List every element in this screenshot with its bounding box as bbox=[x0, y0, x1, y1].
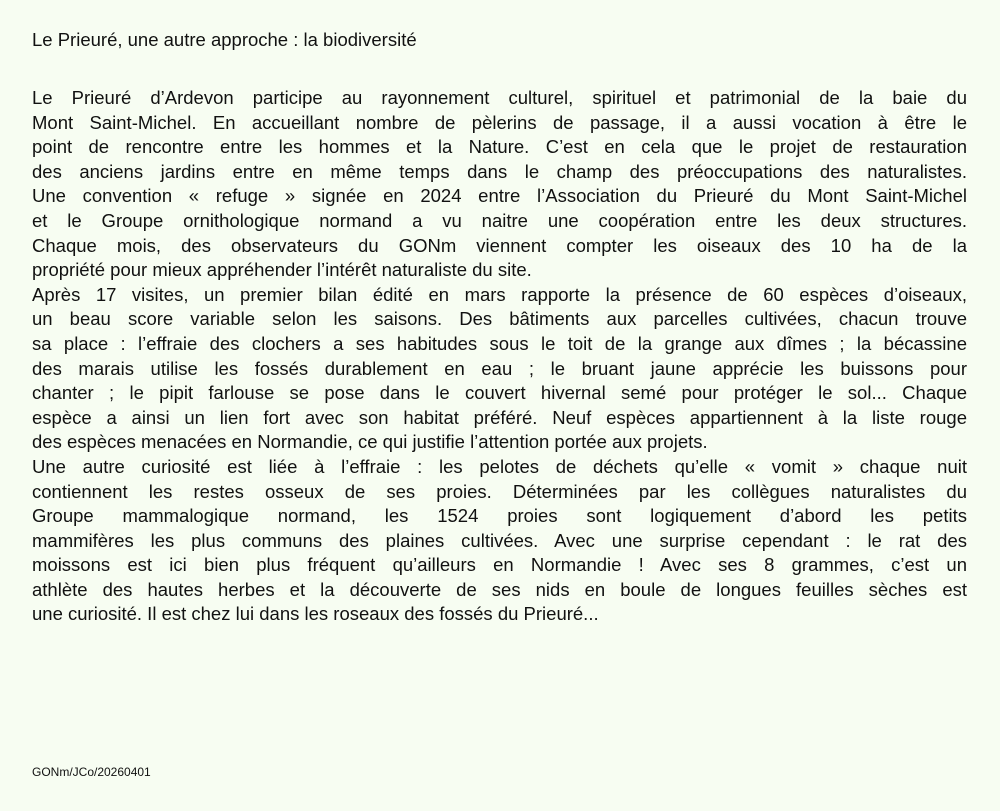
paragraph-observations bbox=[32, 86, 967, 283]
text-line: Chaque mois, des observateurs du GONm viennent compter les oiseaux des 10 ha de la bbox=[32, 234, 967, 256]
paragraph-bird-survey bbox=[32, 283, 967, 455]
text-line: contiennent les restes osseux de ses proies. Déterminées par les collègues naturalistes du bbox=[32, 480, 967, 502]
text-line: Après 17 visites, un premier bilan édité en mars rapporte la présence de 60 espèces d’oiseaux, bbox=[32, 283, 967, 305]
text-line: moissons est ici bien plus fréquent qu’ailleurs en Normandie ! Avec ses 8 grammes, c’est un bbox=[32, 554, 967, 576]
text-line: une curiosité. Il est chez lui dans les roseaux des fossés du Prieuré... bbox=[32, 603, 599, 625]
text-line: des anciens jardins entre en même temps dans le champ des préoccupations des naturalistes. bbox=[32, 160, 967, 182]
document-reference: GONm/JCo/20260401 bbox=[32, 765, 151, 779]
text-line: Une convention « refuge » signée en 2024 entre l’Association du Prieuré du Mont Saint-Michel bbox=[32, 185, 967, 207]
text-line: et le Groupe ornithologique normand a vu naitre une coopération entre les deux structures. bbox=[32, 209, 967, 231]
document-title: Le Prieuré, une autre approche : la biodiversité bbox=[32, 29, 417, 50]
text-line: athlète des hautes herbes et la découverte de ses nids en boule de longues feuilles sèches est bbox=[32, 578, 967, 600]
text-line: des espèces menacées en Normandie, ce qui justifie l’attention portée aux projets. bbox=[32, 431, 708, 453]
text-line: un beau score variable selon les saisons. Des bâtiments aux parcelles cultivées, chacun trouve bbox=[32, 308, 967, 330]
text-line: Une autre curiosité est liée à l’effraie : les pelotes de déchets qu’elle « vomit » chaque nuit bbox=[32, 455, 967, 477]
paragraph-owl-pellets bbox=[32, 455, 967, 627]
text-line: propriété pour mieux appréhender l’intérêt naturaliste du site. bbox=[32, 259, 532, 281]
text-line: Le Prieuré d’Ardevon participe au rayonnement culturel, spirituel et patrimonial de la baie du bbox=[32, 87, 967, 108]
text-line: Groupe mammalogique normand, les 1524 proies sont logiquement d’abord les petits bbox=[32, 505, 967, 527]
text-line: mammifères les plus communs des plaines cultivées. Avec une surprise cependant : le rat des bbox=[32, 529, 967, 551]
text-line: point de rencontre entre les hommes et la Nature. C’est en cela que le projet de restauration bbox=[32, 136, 967, 158]
document-body bbox=[32, 86, 967, 627]
text-line: des marais utilise les fossés durablement en eau ; le bruant jaune apprécie les buissons pour bbox=[32, 357, 967, 379]
text-line: Mont Saint-Michel. En accueillant nombre de pèlerins de passage, il a aussi vocation à être le bbox=[32, 111, 967, 133]
text-line: espèce a ainsi un lien fort avec son habitat préféré. Neuf espèces appartiennent à la liste rouge bbox=[32, 406, 967, 428]
text-line: chanter ; le pipit farlouse se pose dans le couvert hivernal semé pour protéger le sol... Chaque bbox=[32, 382, 967, 404]
text-line: sa place : l’effraie des clochers a ses habitudes sous le toit de la grange aux dîmes ; la bécassine bbox=[32, 332, 967, 354]
